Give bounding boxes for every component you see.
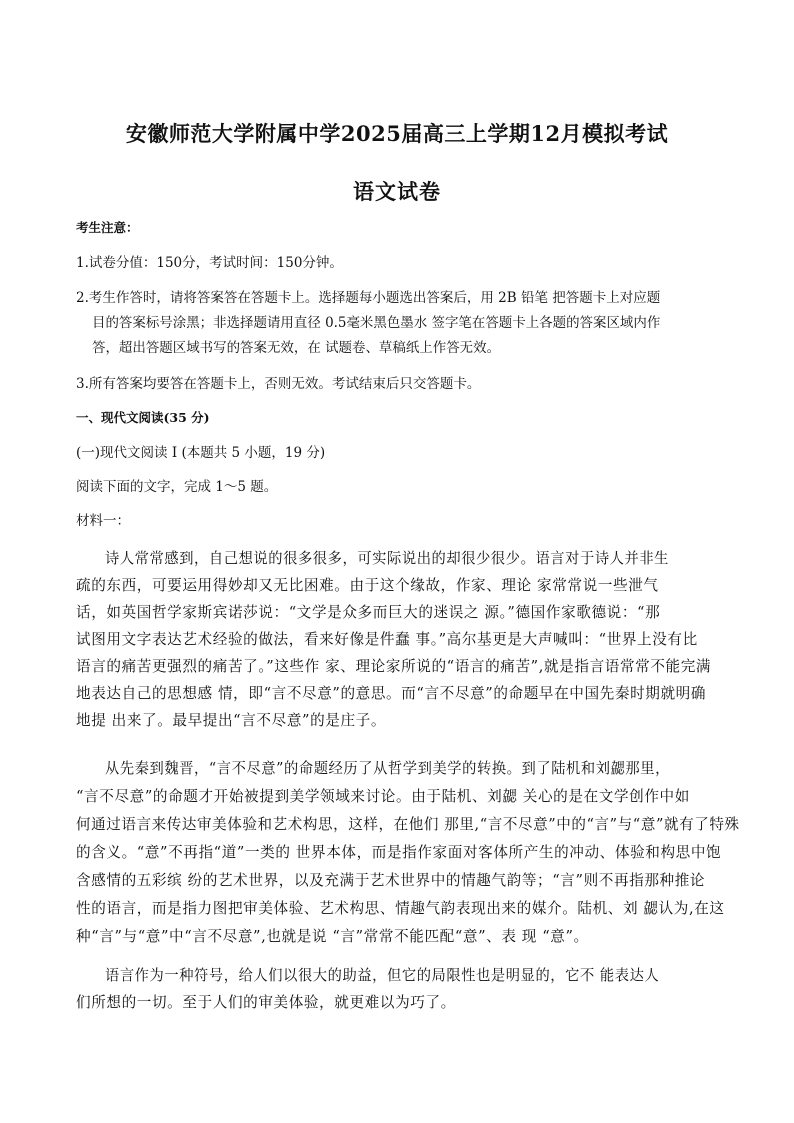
paragraph-2-line-7: 种“言”与“意”中“言不尽意”,也就是说 “言”常常不能匹配“意”、表 现 “意”。 <box>76 928 589 945</box>
paragraph-1-line-1: 诗人常常感到，自己想说的很多很多，可实际说出的却很少很少。语言对于诗人并非生 <box>105 550 670 567</box>
reading-instruction: 阅读下面的文字，完成 1～5 题。 <box>76 479 278 495</box>
paragraph-2-line-4: 的含义。“意”不再指“道”一类的 世界本体，而是指作家面对客体所产生的冲动、体验和构思中饱 <box>76 844 722 861</box>
exam-subtitle: 语文试卷 <box>353 179 441 204</box>
paragraph-1-line-5: 语言的痛苦更强烈的痛苦了。”这些作 家、理论家所说的“语言的痛苦”,就是指言语常常不能完满 <box>76 658 712 675</box>
paragraph-1-line-7: 地提 出来了。最早提出“言不尽意”的是庄子。 <box>76 712 387 729</box>
paragraph-2-line-1: 从先秦到魏晋，“言不尽意”的命题经历了从哲学到美学的转换。到了陆机和刘勰那里， <box>105 760 670 777</box>
notice-item-2-line-3: 答，超出答题区域书写的答案无效，在 试题卷、草稿纸上作答无效。 <box>92 340 501 356</box>
section-subheading: (一)现代文阅读 I (本题共 5 小题，19 分) <box>76 445 326 461</box>
exam-title: 安徽师范大学附属中学2025届高三上学期12月模拟考试 <box>125 121 669 146</box>
paragraph-1-line-3: 话，如英国哲学家斯宾诺莎说：“文学是众多而巨大的迷误之 源。”德国作家歌德说：“那 <box>76 604 661 621</box>
notice-item-2-line-1: 2.考生作答时，请将答案答在答题卡上。选择题每小题选出答案后，用 2B 铅笔 把答题卡上对应题 <box>76 290 661 306</box>
paragraph-1-line-4: 试图用文字表达艺术经验的做法，看来好像是件蠢 事。”高尔基更是大声喊叫：“世界上没有比 <box>76 631 698 648</box>
paragraph-2-line-6: 性的语言，而是指力图把审美体验、艺术构思、情趣气韵表现出来的媒介。陆机、刘 勰认为,在这 <box>76 900 725 917</box>
paragraph-2-line-5: 含感情的五彩缤 纷的艺术世界，以及充满于艺术世界中的情趣气韵等；“言”则不再指那种推论 <box>76 872 706 889</box>
material-label: 材料一： <box>76 513 130 529</box>
paragraph-2-line-3: 何通过语言来传达审美体验和艺术构思，这样，在他们 那里,“言不尽意”中的“言”与“意”就有了特殊 <box>76 816 740 833</box>
paragraph-3-line-1: 语言作为一种符号，给人们以很大的助益，但它的局限性也是明显的，它不 能表达人 <box>105 967 660 984</box>
paragraph-1-line-6: 地表达自己的思想感 情，即“言不尽意”的意思。而“言不尽意”的命题早在中国先秦时期就明确 <box>76 685 707 702</box>
notice-item-1: 1.试卷分值：150分，考试时间：150分钟。 <box>76 255 343 271</box>
section-heading: 一、现代文阅读(35 分) <box>76 410 210 425</box>
notice-item-2-line-2: 目的答案标号涂黑；非选择题请用直径 0.5毫米黑色墨水 签字笔在答题卡上各题的答案区域内作 <box>92 315 661 331</box>
notice-item-3: 3.所有答案均要答在答题卡上，否则无效。考试结束后只交答题卡。 <box>76 376 481 392</box>
notice-heading: 考生注意： <box>76 220 139 235</box>
paragraph-3-line-2: 们所想的一切。至于人们的审美体验，就更难以为巧了。 <box>76 994 456 1011</box>
paragraph-2-line-2: “言不尽意”的命题才开始被提到美学领域来讨论。由于陆机、刘勰 关心的是在文学创作中如 <box>76 788 690 805</box>
paragraph-1-line-2: 疏的东西，可要运用得妙却又无比困难。由于这个缘故，作家、理论 家常常说一些泄气 <box>76 577 659 594</box>
